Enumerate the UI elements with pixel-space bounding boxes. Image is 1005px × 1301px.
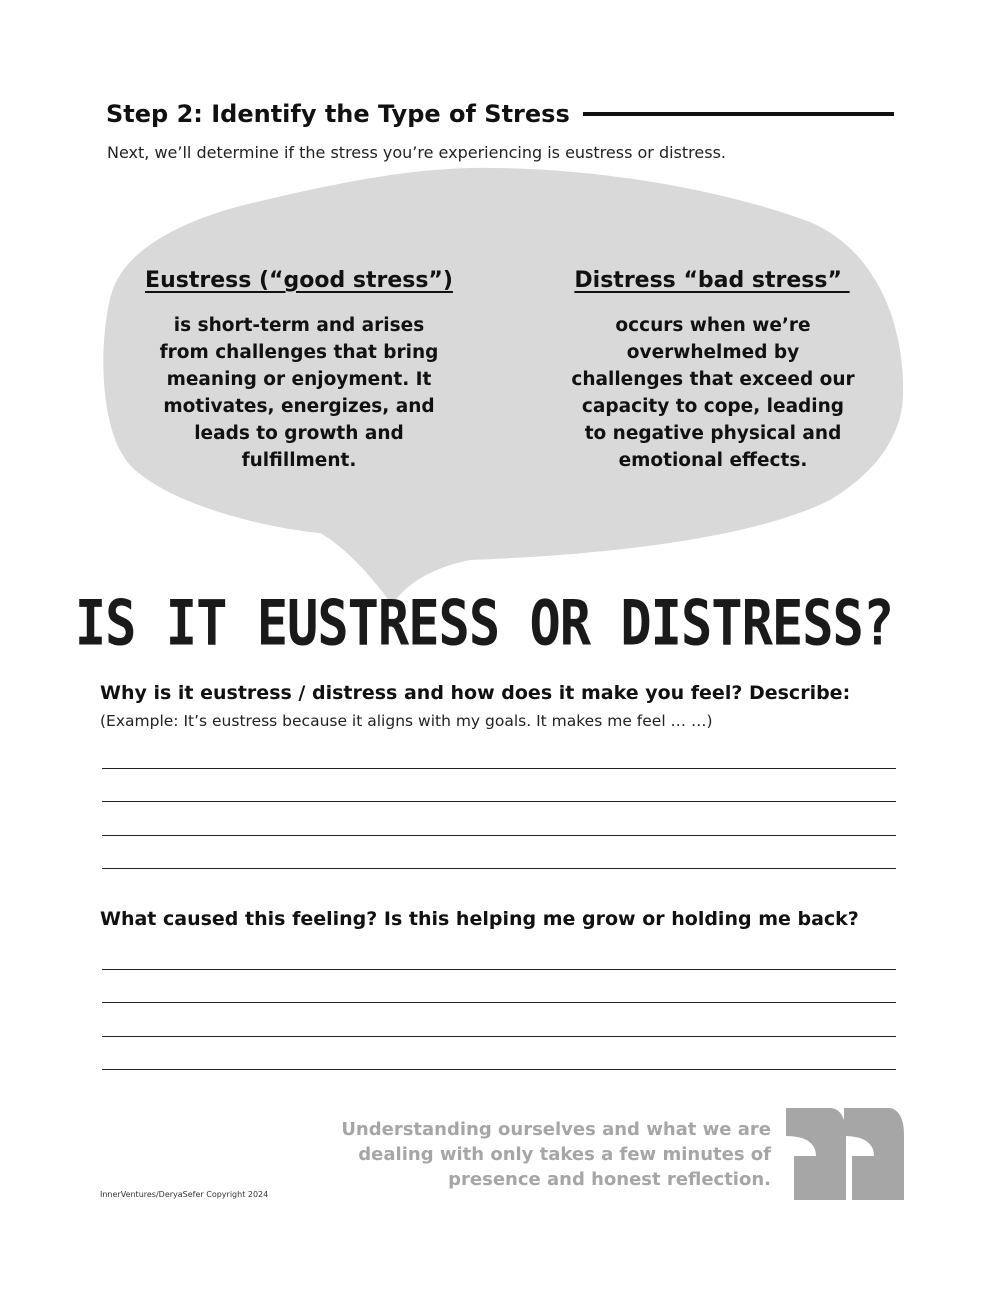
copyright-notice: InnerVentures/DeryaSefer Copyright 2024 <box>100 1190 269 1199</box>
answer-line[interactable] <box>102 868 896 869</box>
eustress-heading: Eustress (“good stress”) <box>145 268 453 293</box>
answer-line[interactable] <box>102 1002 896 1003</box>
reflection-quote: Understanding ourselves and what we are dealing with only takes a few minutes of presence and honest reflection. <box>341 1119 771 1190</box>
speech-bubble <box>0 0 1005 620</box>
question-2-prompt: What caused this feeling? Is this helping me grow or holding me back? <box>100 908 859 930</box>
intro-text: Next, we’ll determine if the stress you’re experiencing is eustress or distress. <box>107 143 726 162</box>
main-question-heading: IS IT EUSTRESS OR DISTRESS? <box>74 588 894 660</box>
distress-description: occurs when we’re overwhelmed by challenges that exceed our capacity to cope, leading to negative physical and emotional effects. <box>571 315 855 471</box>
distress-heading: Distress “bad stress” <box>574 268 850 293</box>
question-1-example: (Example: It’s eustress because it aligns with my goals. It makes me feel … …) <box>100 712 713 730</box>
answer-line[interactable] <box>102 801 896 802</box>
answer-line[interactable] <box>102 969 896 970</box>
answer-line[interactable] <box>102 1036 896 1037</box>
answer-line[interactable] <box>102 768 896 769</box>
answer-line[interactable] <box>102 1069 896 1070</box>
question-1-prompt: Why is it eustress / distress and how does it make you feel? Describe: <box>100 682 851 704</box>
step-title: Step 2: Identify the Type of Stress <box>106 100 570 128</box>
closing-quote-icon <box>780 1106 906 1202</box>
eustress-description: is short-term and arises from challenges that bring meaning or enjoyment. It motivates, energizes, and leads to growth and fulfillment. <box>159 315 439 471</box>
answer-line[interactable] <box>102 835 896 836</box>
